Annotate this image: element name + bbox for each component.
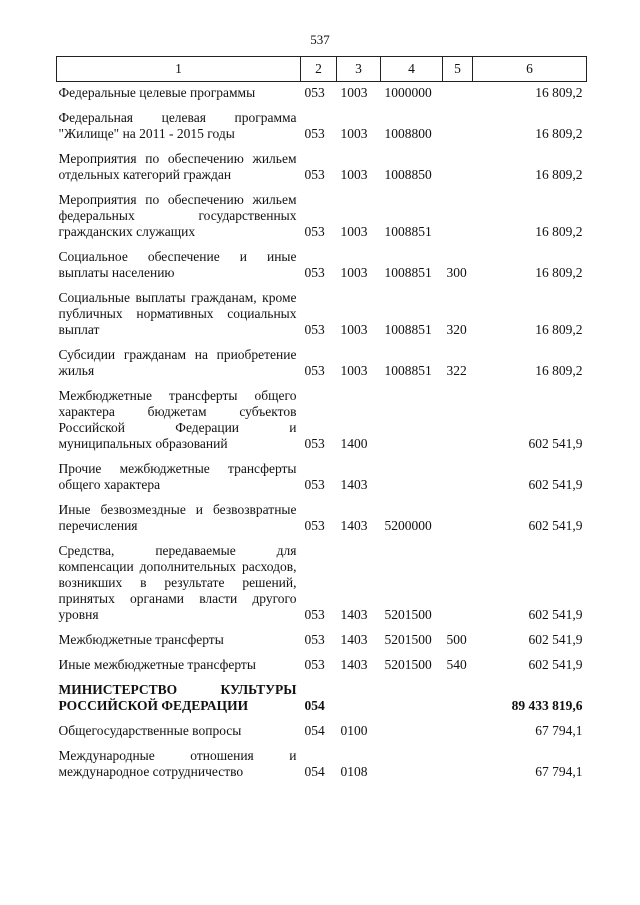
row-section-code: 1003 — [340, 224, 368, 239]
row-expense-type-code — [443, 714, 473, 739]
row-expense-type-code — [443, 379, 473, 452]
row-target-item-code: 5201500 — [384, 607, 432, 622]
row-target-item-code: 5200000 — [384, 518, 432, 533]
table-row — [57, 493, 587, 534]
row-expense-type-code — [443, 739, 473, 780]
header-cell-6: 6 — [473, 57, 587, 82]
table-row — [57, 281, 587, 338]
row-ministry-code: 053 — [304, 632, 325, 647]
row-ministry-code: 053 — [304, 607, 325, 622]
table-row — [57, 82, 587, 102]
row-section-code: 1003 — [340, 167, 368, 182]
row-target-item-code: 1008851 — [384, 322, 432, 337]
table-row — [57, 183, 587, 240]
table-row — [57, 452, 587, 493]
row-target-item-code — [381, 452, 443, 493]
header-cell-3: 3 — [337, 57, 381, 82]
row-name: Мероприятия по обеспечению жильем федеральных государственных гражданских служащих — [58, 192, 297, 239]
header-cell-1: 1 — [57, 57, 301, 82]
row-target-item-code: 5201500 — [384, 632, 432, 647]
row-name: Социальное обеспечение и иные выплаты населению — [58, 249, 297, 280]
table-row — [57, 623, 587, 648]
row-expense-type-code — [443, 673, 473, 714]
row-amount: 16 809,2 — [535, 363, 583, 378]
row-ministry-code: 054 — [304, 764, 325, 779]
row-target-item-code: 1008850 — [384, 167, 432, 182]
row-target-item-code — [381, 673, 443, 714]
row-expense-type-code: 500 — [446, 632, 467, 647]
row-amount: 602 541,9 — [528, 477, 583, 492]
row-target-item-code: 1008851 — [384, 224, 432, 239]
row-amount: 602 541,9 — [528, 657, 583, 672]
row-amount: 16 809,2 — [535, 265, 583, 280]
row-expense-type-code: 320 — [446, 322, 467, 337]
row-expense-type-code: 540 — [446, 657, 467, 672]
row-name: Иные межбюджетные трансферты — [58, 657, 256, 672]
row-target-item-code: 1008800 — [384, 126, 432, 141]
row-amount: 602 541,9 — [528, 518, 583, 533]
row-target-item-code — [381, 379, 443, 452]
row-amount: 16 809,2 — [535, 224, 583, 239]
row-name: Общегосударственные вопросы — [58, 723, 242, 738]
row-name: Прочие межбюджетные трансферты общего характера — [58, 461, 297, 492]
row-target-item-code: 1008851 — [384, 363, 432, 378]
row-name: МИНИСТЕРСТВО КУЛЬТУРЫ РОССИЙСКОЙ ФЕДЕРАЦИИ — [58, 682, 297, 713]
row-ministry-code: 053 — [304, 167, 325, 182]
row-expense-type-code — [443, 142, 473, 183]
header-cell-5: 5 — [443, 57, 473, 82]
row-name: Социальные выплаты гражданам, кроме публичных нормативных социальных выплат — [58, 290, 297, 337]
row-section-code: 0108 — [340, 764, 368, 779]
row-name: Федеральные целевые программы — [58, 85, 256, 100]
row-amount: 16 809,2 — [535, 126, 583, 141]
table-row — [57, 739, 587, 780]
row-expense-type-code — [443, 534, 473, 623]
row-ministry-code: 053 — [304, 477, 325, 492]
row-section-code: 1003 — [340, 85, 368, 100]
row-target-item-code: 1000000 — [384, 85, 432, 100]
row-name: Иные безвозмездные и безвозвратные перечисления — [58, 502, 297, 533]
row-name: Федеральная целевая программа "Жилище" на 2011 - 2015 годы — [58, 110, 297, 141]
row-ministry-code: 053 — [304, 126, 325, 141]
row-ministry-code: 053 — [304, 657, 325, 672]
row-ministry-code: 053 — [304, 85, 325, 100]
row-section-code: 1403 — [340, 477, 368, 492]
budget-table — [56, 56, 587, 780]
row-section-code: 1403 — [340, 607, 368, 622]
row-amount: 16 809,2 — [535, 322, 583, 337]
header-row — [57, 57, 587, 82]
row-expense-type-code — [443, 183, 473, 240]
table-row — [57, 673, 587, 714]
row-expense-type-code — [443, 101, 473, 142]
row-section-code: 1403 — [340, 657, 368, 672]
row-section-code — [337, 673, 381, 714]
row-target-item-code — [381, 714, 443, 739]
row-amount: 16 809,2 — [535, 167, 583, 182]
table-row — [57, 338, 587, 379]
row-amount: 67 794,1 — [535, 764, 583, 779]
row-amount: 89 433 819,6 — [511, 698, 583, 713]
page-number: 537 — [310, 32, 330, 47]
row-section-code: 1003 — [340, 322, 368, 337]
table-row — [57, 534, 587, 623]
table-row — [57, 142, 587, 183]
row-section-code: 0100 — [340, 723, 368, 738]
row-name: Международные отношения и международное сотрудничество — [58, 748, 297, 779]
header-cell-4: 4 — [381, 57, 443, 82]
row-name: Мероприятия по обеспечению жильем отдельных категорий граждан — [58, 151, 297, 182]
row-section-code: 1003 — [340, 363, 368, 378]
table-row — [57, 714, 587, 739]
row-section-code: 1403 — [340, 632, 368, 647]
row-ministry-code: 053 — [304, 518, 325, 533]
row-target-item-code: 5201500 — [384, 657, 432, 672]
row-ministry-code: 053 — [304, 436, 325, 451]
row-amount: 602 541,9 — [528, 607, 583, 622]
row-ministry-code: 053 — [304, 265, 325, 280]
row-ministry-code: 053 — [304, 224, 325, 239]
row-ministry-code: 053 — [304, 322, 325, 337]
row-section-code: 1403 — [340, 518, 368, 533]
row-name: Средства, передаваемые для компенсации дополнительных расходов, возникших в результате решений, принятых органами власти другого уровня — [58, 543, 297, 622]
table-row — [57, 240, 587, 281]
row-amount: 67 794,1 — [535, 723, 583, 738]
row-amount: 16 809,2 — [535, 85, 583, 100]
row-section-code: 1400 — [340, 436, 368, 451]
row-name: Межбюджетные трансферты — [58, 632, 224, 647]
header-cell-2: 2 — [301, 57, 337, 82]
row-amount: 602 541,9 — [528, 436, 583, 451]
table-row — [57, 648, 587, 673]
row-expense-type-code — [443, 452, 473, 493]
row-expense-type-code: 300 — [446, 265, 467, 280]
row-ministry-code: 054 — [304, 698, 325, 713]
row-ministry-code: 053 — [304, 363, 325, 378]
row-expense-type-code — [443, 82, 473, 102]
row-name: Субсидии гражданам на приобретение жилья — [58, 347, 297, 378]
row-target-item-code: 1008851 — [384, 265, 432, 280]
table-body — [57, 82, 587, 781]
row-ministry-code: 054 — [304, 723, 325, 738]
row-expense-type-code: 322 — [446, 363, 467, 378]
row-section-code: 1003 — [340, 265, 368, 280]
row-name: Межбюджетные трансферты общего характера бюджетам субъектов Российской Федерации и муниципальных образований — [58, 388, 297, 451]
row-section-code: 1003 — [340, 126, 368, 141]
row-target-item-code — [381, 739, 443, 780]
table-row — [57, 101, 587, 142]
row-amount: 602 541,9 — [528, 632, 583, 647]
table-row — [57, 379, 587, 452]
row-expense-type-code — [443, 493, 473, 534]
